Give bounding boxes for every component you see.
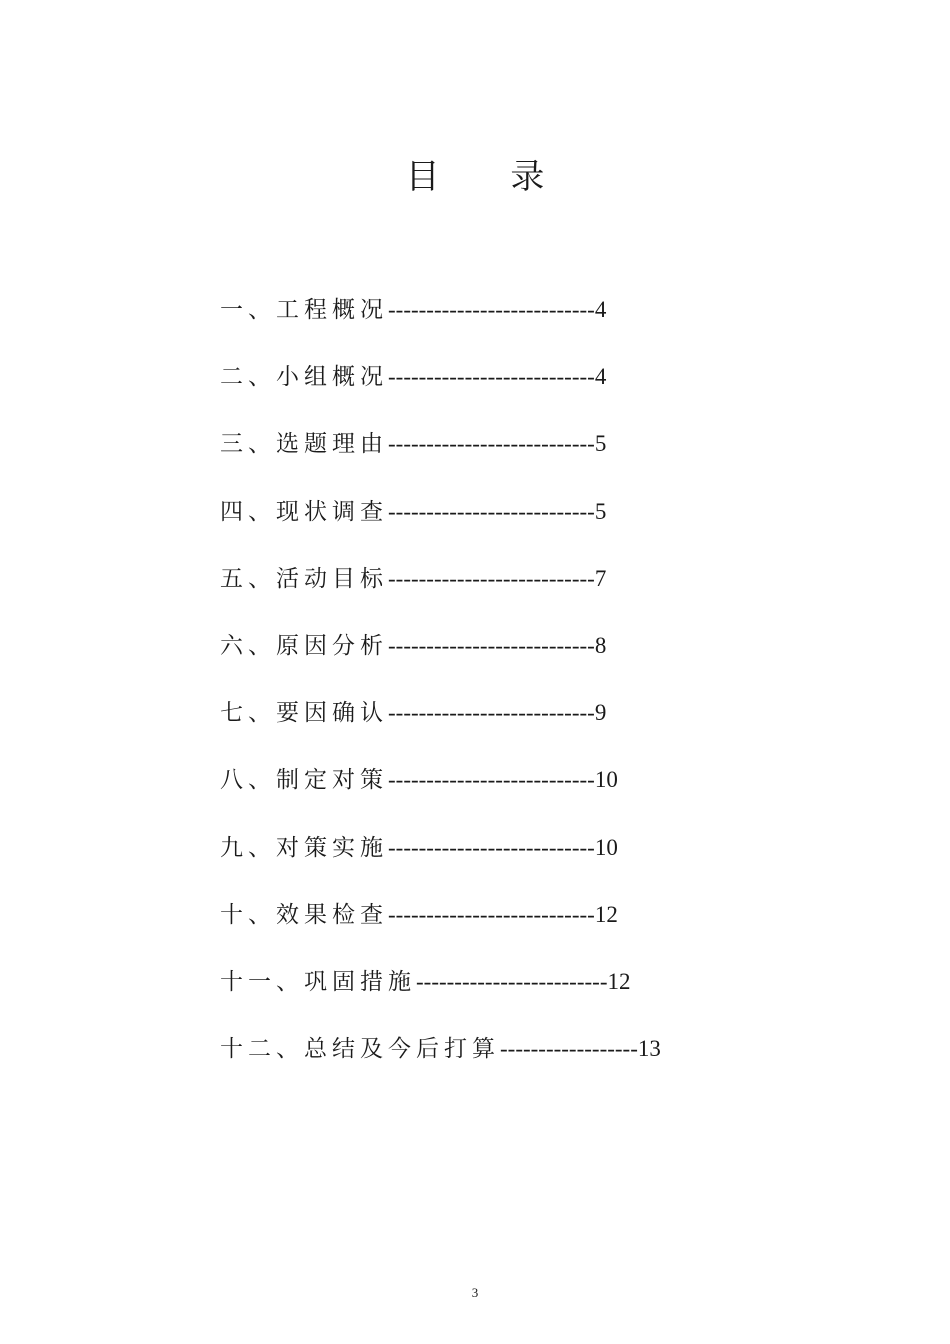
toc-entry-label: 二、小组概况 bbox=[220, 364, 388, 391]
toc-entry[interactable] bbox=[220, 357, 780, 424]
toc-entry-leader: ------------------ bbox=[500, 1036, 638, 1062]
toc-entry-label: 一、工程概况 bbox=[220, 297, 388, 323]
toc-entry-page: 5 bbox=[594, 498, 607, 524]
toc-entry-page: 10 bbox=[594, 767, 618, 793]
toc-entry-page: 13 bbox=[637, 1036, 661, 1062]
toc-entry-page: 5 bbox=[594, 431, 607, 457]
toc-entry-label: 九、对策实施 bbox=[220, 834, 388, 861]
table-of-contents bbox=[220, 290, 780, 1096]
toc-entry-leader: --------------------------- bbox=[388, 498, 595, 524]
toc-entry-label: 六、原因分析 bbox=[220, 632, 388, 659]
toc-entry-page: 10 bbox=[594, 834, 618, 860]
page-number: 3 bbox=[471, 1285, 479, 1300]
toc-entry-label: 五、活动目标 bbox=[220, 565, 388, 592]
toc-entry-leader: --------------------------- bbox=[388, 767, 595, 793]
toc-entry-leader: ------------------------- bbox=[416, 968, 608, 994]
toc-entry[interactable] bbox=[220, 962, 780, 1029]
toc-entry[interactable] bbox=[220, 290, 780, 357]
toc-entry-page: 12 bbox=[607, 968, 631, 994]
toc-entry-leader: --------------------------- bbox=[388, 834, 595, 860]
toc-entry-leader: --------------------------- bbox=[388, 297, 595, 322]
toc-entry[interactable] bbox=[220, 559, 780, 626]
toc-entry-page: 7 bbox=[594, 565, 607, 591]
toc-entry-page: 8 bbox=[594, 632, 607, 658]
toc-entry-label: 十二、总结及今后打算 bbox=[220, 1036, 500, 1063]
toc-entry-page: 4 bbox=[594, 297, 607, 322]
toc-entry-page: 4 bbox=[594, 364, 607, 390]
toc-entry[interactable] bbox=[220, 828, 780, 895]
toc-entry-leader: --------------------------- bbox=[388, 632, 595, 658]
toc-entry-page: 9 bbox=[594, 700, 607, 726]
toc-entry-label: 七、要因确认 bbox=[220, 700, 388, 727]
toc-entry[interactable] bbox=[220, 1029, 780, 1096]
toc-entry-leader: --------------------------- bbox=[388, 431, 595, 457]
toc-entry[interactable] bbox=[220, 424, 780, 491]
toc-entry-leader: --------------------------- bbox=[388, 901, 595, 927]
toc-entry-leader: --------------------------- bbox=[388, 700, 595, 726]
toc-entry[interactable] bbox=[220, 693, 780, 760]
toc-entry-leader: --------------------------- bbox=[388, 565, 595, 591]
toc-entry-label: 十一、巩固措施 bbox=[220, 968, 416, 995]
toc-entry-page: 12 bbox=[594, 901, 618, 927]
toc-entry-label: 三、选题理由 bbox=[220, 431, 388, 458]
toc-entry-label: 八、制定对策 bbox=[220, 767, 388, 794]
toc-entry[interactable] bbox=[220, 760, 780, 827]
toc-entry-label: 四、现状调查 bbox=[220, 498, 388, 525]
toc-entry[interactable] bbox=[220, 492, 780, 559]
toc-entry-leader: --------------------------- bbox=[388, 364, 595, 390]
page-title: 目 录 bbox=[405, 157, 575, 197]
toc-entry[interactable] bbox=[220, 626, 780, 693]
toc-entry-label: 十、效果检查 bbox=[220, 901, 388, 928]
toc-entry[interactable] bbox=[220, 895, 780, 962]
